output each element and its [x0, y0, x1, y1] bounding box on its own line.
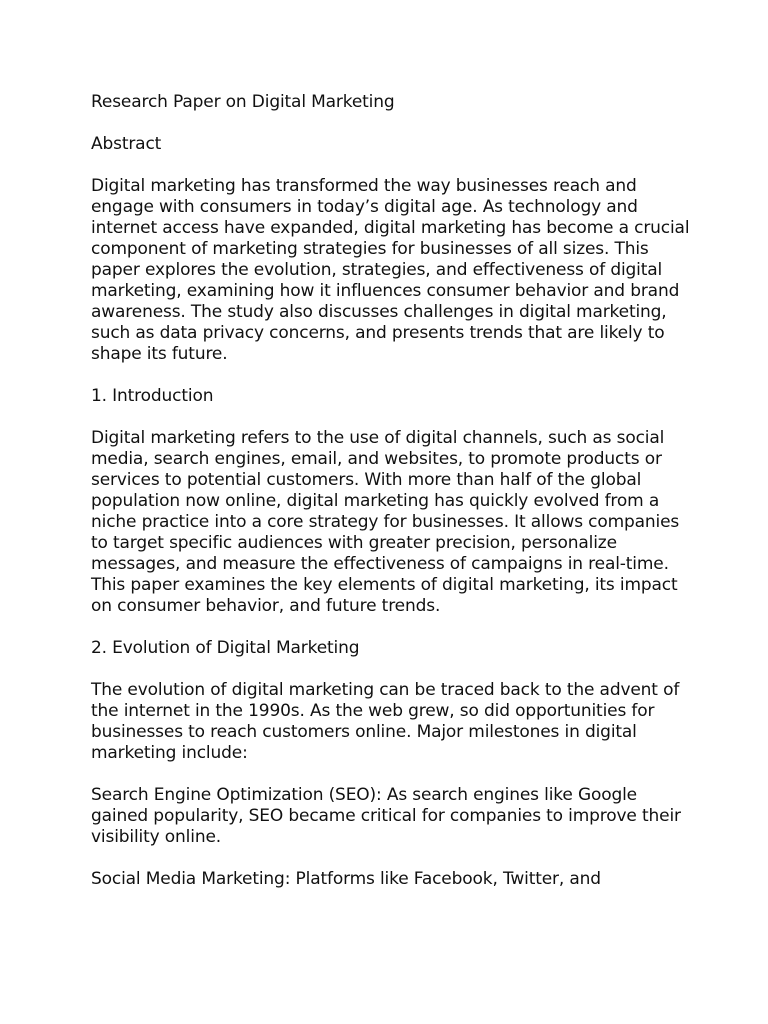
seo-paragraph: Search Engine Optimization (SEO): As search engines like Google gained popularity, SEO became critical for companies to improve their visibility online.: [91, 785, 681, 847]
abstract-heading: Abstract: [91, 134, 162, 154]
evolution-heading: 2. Evolution of Digital Marketing: [91, 638, 360, 658]
abstract-paragraph: Digital marketing has transformed the way businesses reach and engage with consumers in today’s digital age. As technology and internet access have expanded, digital marketing has become a crucial component of marketing strategies for businesses of all sizes. This paper explores the evolution, strategies, and effectiveness of digital marketing, examining how it influences consumer behavior and brand awareness. The study also discusses challenges in digital marketing, such as data privacy concerns, and presents trends that are likely to shape its future.: [91, 176, 690, 364]
introduction-paragraph: Digital marketing refers to the use of digital channels, such as social media, search engines, email, and websites, to promote products or services to potential customers. With more than half of the global population now online, digital marketing has quickly evolved from a niche practice into a core strategy for businesses. It allows companies to target specific audiences with greater precision, personalize messages, and measure the effectiveness of campaigns in real-time. This paper examines the key elements of digital marketing, its impact on consumer behavior, and future trends.: [91, 428, 680, 616]
document-title: Research Paper on Digital Marketing: [91, 92, 395, 112]
document-page: [91, 92, 691, 911]
social-media-paragraph: Social Media Marketing: Platforms like Facebook, Twitter, and: [91, 869, 601, 889]
introduction-heading: 1. Introduction: [91, 386, 214, 406]
evolution-paragraph: The evolution of digital marketing can be traced back to the advent of the internet in the 1990s. As the web grew, so did opportunities for businesses to reach customers online. Major milestones in digital marketing include:: [91, 680, 680, 763]
